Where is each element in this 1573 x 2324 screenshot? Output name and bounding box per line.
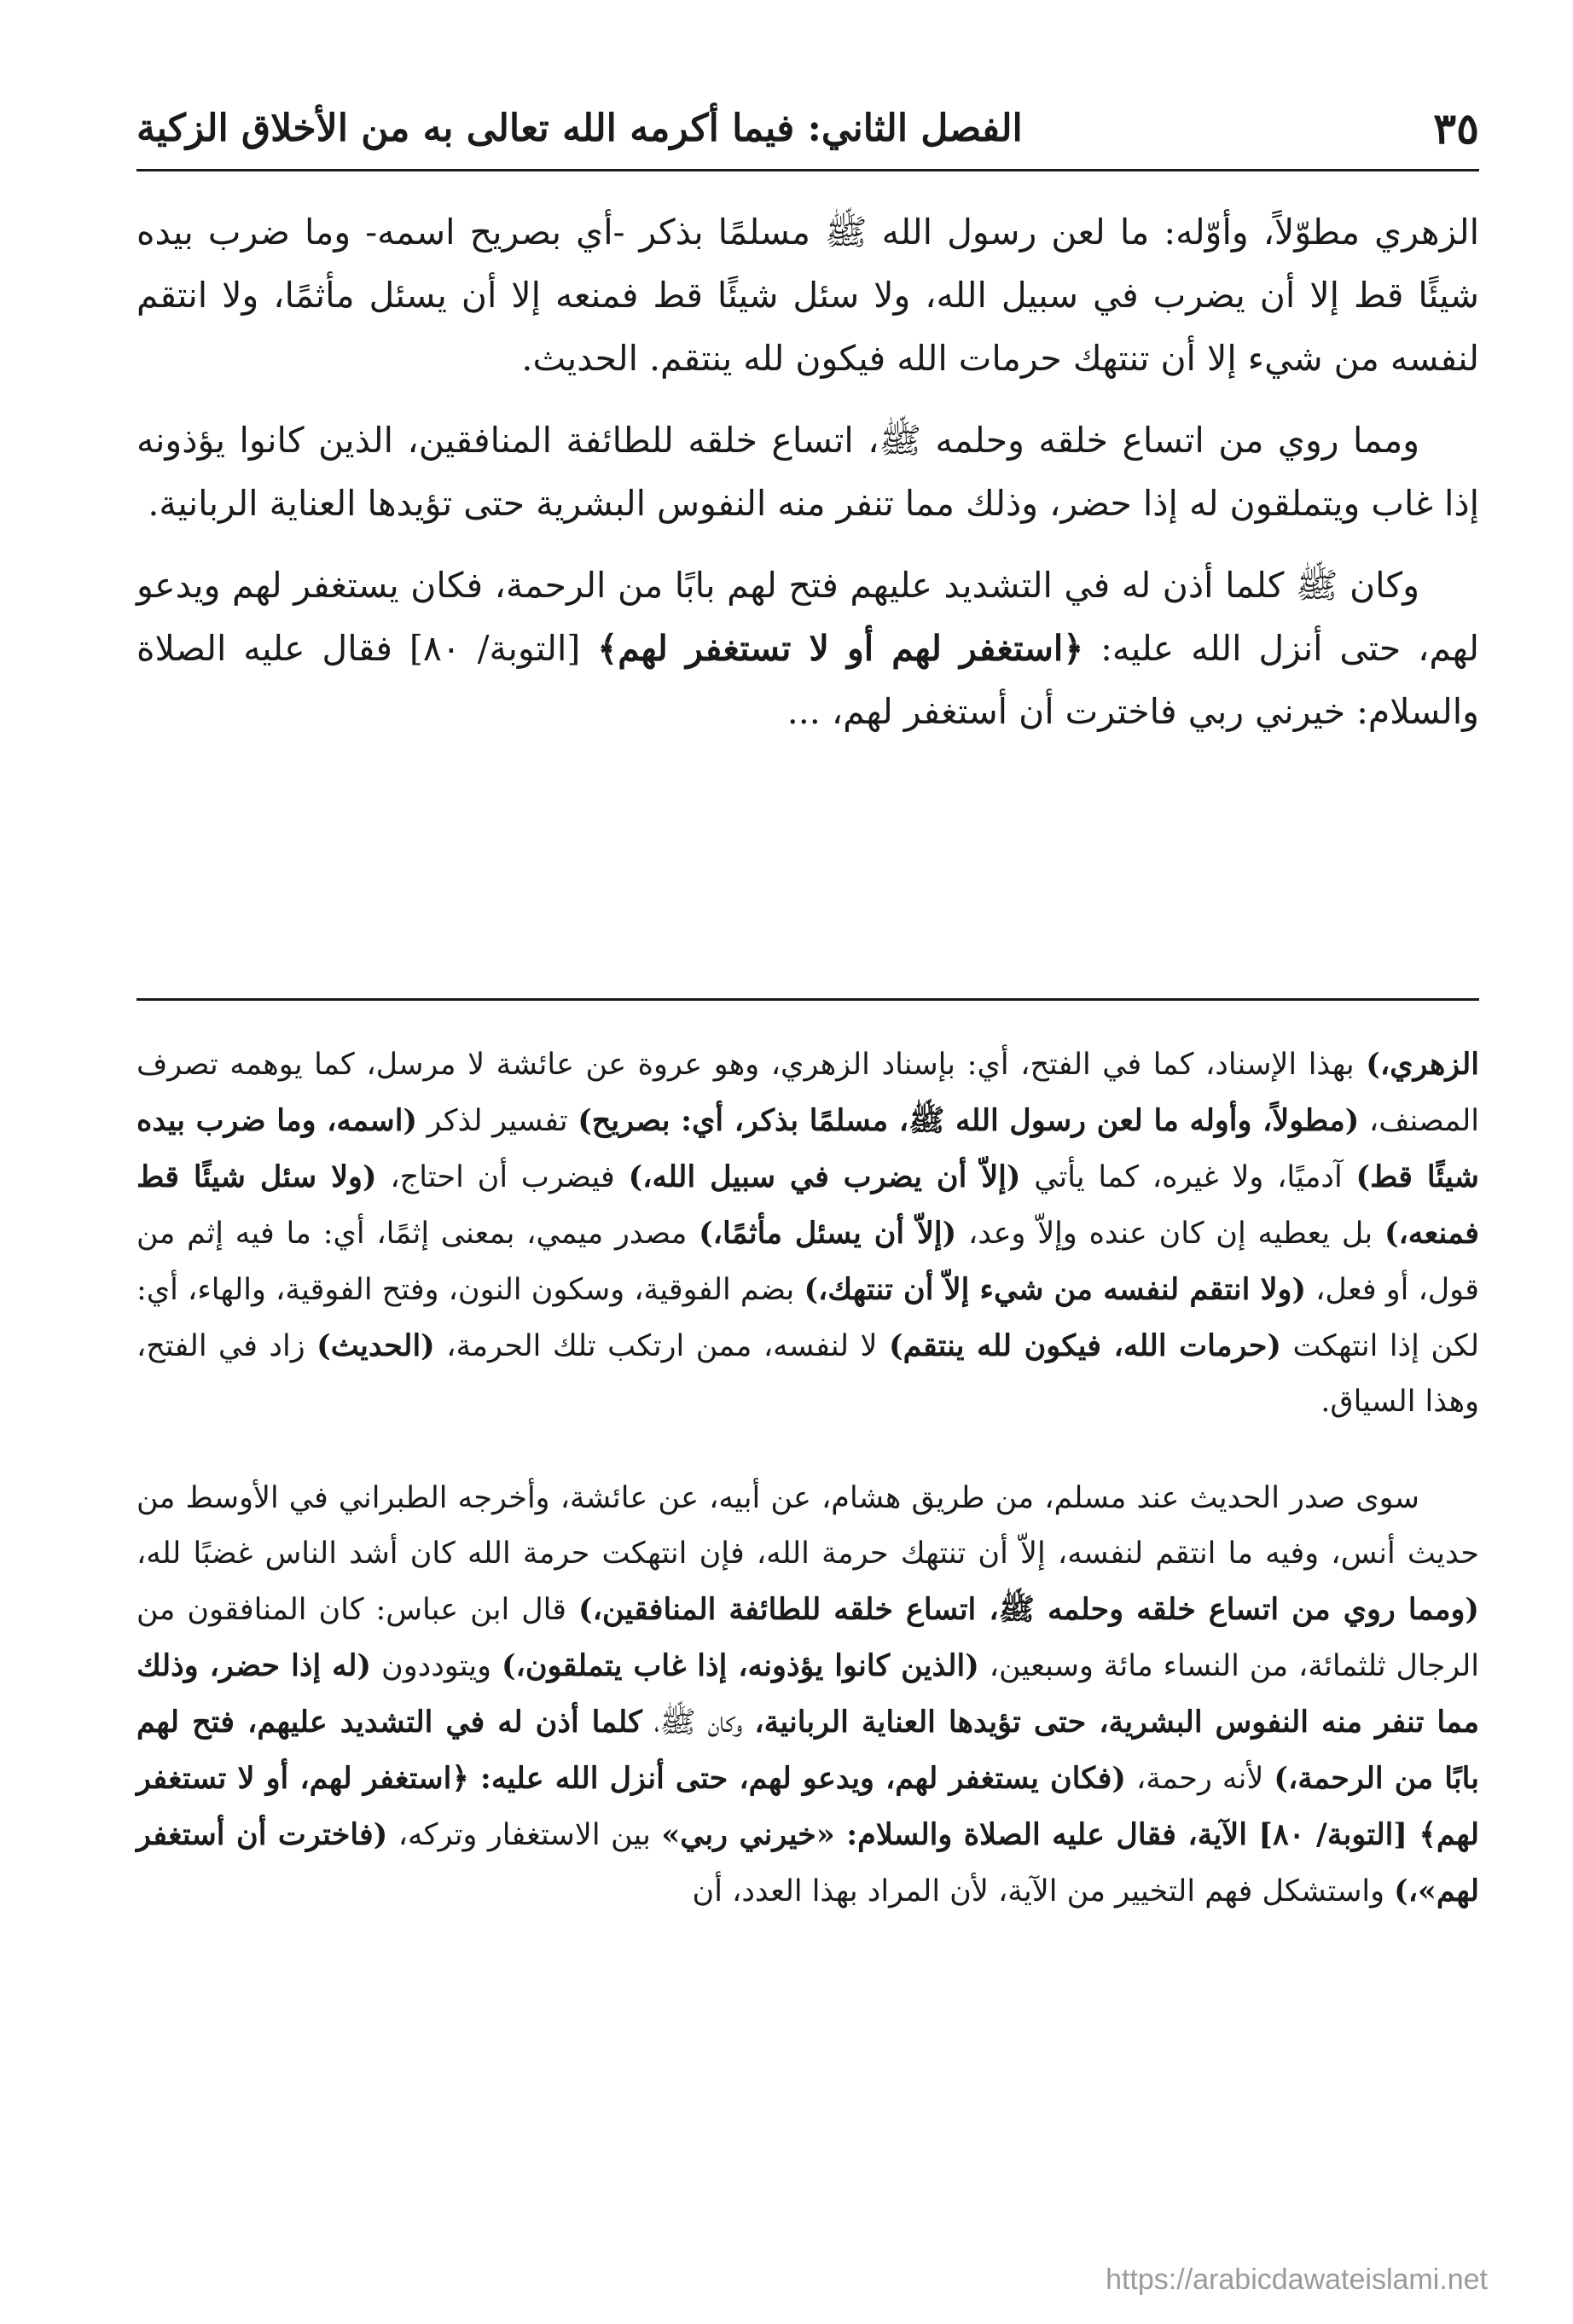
commentary-paragraph-2 bbox=[136, 1471, 1479, 1920]
commentary-text bbox=[136, 1037, 1479, 1961]
commentary-bold-segment: (اسمه، وما ضرب بيده شيئًا قط) bbox=[136, 1103, 1480, 1194]
footnote-divider bbox=[136, 998, 1479, 1001]
main-paragraph-3 bbox=[136, 554, 1479, 743]
commentary-bold-segment: (الذين كانوا يؤذونه، إذا غاب يتملقون،) bbox=[501, 1648, 979, 1683]
commentary-bold-segment: الزهري،) bbox=[1366, 1047, 1479, 1082]
commentary-segment: واستشكل فهم التخيير من الآية، لأن المراد بهذا العدد، أن bbox=[692, 1874, 1395, 1909]
main-paragraph-3-part-b: [التوبة/ ٨٠] فقال عليه الصلاة والسلام: خيرني ربي فاخترت أن أستغفر لهم، ... bbox=[136, 628, 1479, 732]
watermark-url: https://arabicdawateislami.net bbox=[1106, 2263, 1488, 2296]
header-divider bbox=[136, 169, 1479, 171]
commentary-segment: مصدر ميمي، بمعنى إثمًا، أي: ما فيه إثم من قول، أو فعل، bbox=[136, 1217, 1479, 1307]
commentary-bold-segment: (الحديث) bbox=[316, 1328, 435, 1363]
commentary-segment: فيضرب أن احتاج، bbox=[376, 1160, 629, 1194]
commentary-segment: آدميًا، ولا غيره، كما يأتي bbox=[1020, 1160, 1356, 1194]
commentary-segment: ويتوددون bbox=[371, 1649, 502, 1683]
commentary-segment: بل يعطيه إن كان عنده وإلاّ وعد، bbox=[956, 1217, 1384, 1251]
commentary-bold-segment: (فاخترت أن أستغفر لهم»،) bbox=[136, 1817, 1479, 1909]
main-paragraph-3-part-a: وكان ﷺ كلما أذن له في التشديد عليهم فتح لهم بابًا من الرحمة، فكان يستغفر لهم ويدعو لهم، حتى أنزل الله عليه: bbox=[136, 565, 1479, 669]
commentary-bold-segment: (إلاّ أن يسئل مأثمًا،) bbox=[699, 1216, 957, 1251]
commentary-segment: بهذا الإسناد، كما في الفتح، أي: بإسناد الزهري، وهو عروة عن عائشة لا مرسل، كما يوهمه تصرف المصنف، bbox=[136, 1048, 1479, 1138]
main-paragraph-1: الزهري مطوّلاً، وأوّله: ما لعن رسول الله ﷺ مسلمًا بذكر -أي بصريح اسمه- وما ضرب بيده شيئًا قط إلا أن يضرب في سبيل الله، ولا سئل شيئًا قط فمنعه إلا أن يسئل مأثمًا، ولا انتقم لنفسه من شيء إلا أن تنتهك حرمات الله فيكون لله ينتقم. الحديث. bbox=[136, 212, 1479, 379]
commentary-bold-segment: (مطولاً، وأوله ما لعن رسول الله ﷺ، مسلمًا بذكر، أي: بصريح) bbox=[578, 1103, 1360, 1138]
commentary-bold-segment: (ولا انتقم لنفسه من شيء إلاّ أن تنتهك،) bbox=[804, 1272, 1306, 1307]
commentary-segment: بضم الفوقية، وسكون النون، وفتح الفوقية، والهاء، أي: لكن إذا انتهكت bbox=[136, 1273, 1479, 1363]
commentary-segment: لا لنفسه، ممن ارتكب تلك الحرمة، bbox=[434, 1329, 890, 1363]
commentary-bold-segment: (ولا سئل شيئًا قط فمنعه،) bbox=[136, 1159, 1479, 1251]
commentary-bold-segment: (إلاّ أن يضرب في سبيل الله،) bbox=[628, 1159, 1021, 1194]
main-text bbox=[136, 200, 1479, 762]
commentary-bold-segment: (له إذا حضر، وذلك مما تنفر منه النفوس البشرية، حتى تؤيدها العناية الربانية، bbox=[136, 1648, 1480, 1740]
commentary-segment: تفسير لذكر bbox=[417, 1104, 578, 1138]
commentary-paragraph-1 bbox=[136, 1037, 1479, 1430]
quran-verse: ﴿استغفر لهم أو لا تستغفر لهم﴾ bbox=[597, 628, 1084, 669]
commentary-segment: قال ابن عباس: كان المنافقون من الرجال ثلثمائة، من النساء مائة وسبعين، bbox=[136, 1593, 1479, 1683]
commentary-bold-segment: (ومما روي من اتساع خلقه وحلمه ﷺ، اتساع خلقه للطائفة المنافقين،) bbox=[578, 1592, 1479, 1627]
commentary-bold-segment: (فكان يستغفر لهم، ويدعو لهم، حتى أنزل الله عليه: ﴿استغفر لهم، أو لا تستغفر لهم﴾ [التوبة/ ٨٠] الآية، فقال عليه الصلاة والسلام: «خيرني ربي» bbox=[136, 1761, 1479, 1852]
commentary-segment: وكان ﷺ، bbox=[641, 1705, 755, 1740]
commentary-bold-segment: (حرمات الله، فيكون لله ينتقم) bbox=[889, 1328, 1281, 1363]
commentary-bold-segment: كلما أذن له في التشديد عليهم، فتح لهم بابًا من الرحمة،) bbox=[136, 1705, 1480, 1796]
commentary-segment: سوى صدر الحديث عند مسلم، من طريق هشام، عن أبيه، عن عائشة، وأخرجه الطبراني في الأوسط من حديث أنس، وفيه ما انتقم لنفسه، إلاّ أن تنتهك حرمة الله، فإن انتهكت حرمة الله كان أشد الناس غضبًا لله، bbox=[136, 1481, 1479, 1571]
commentary-segment: لأنه رحمة، bbox=[1125, 1762, 1274, 1796]
page-number: ٣٥ bbox=[1433, 102, 1479, 154]
chapter-title: الفصل الثاني: فيما أكرمه الله تعالى به من الأخلاق الزكية bbox=[136, 106, 1023, 150]
commentary-segment: بين الاستغفار وتركه، bbox=[387, 1818, 662, 1852]
main-paragraph-2: ومما روي من اتساع خلقه وحلمه ﷺ، اتساع خلقه للطائفة المنافقين، الذين كانوا يؤذونه إذا غاب ويتملقون له إذا حضر، وذلك مما تنفر منه النفوس البشرية حتى تؤيدها العناية الربانية. bbox=[136, 420, 1479, 524]
commentary-segment: زاد في الفتح، وهذا السياق. bbox=[136, 1329, 1479, 1419]
page-header bbox=[136, 94, 1479, 162]
